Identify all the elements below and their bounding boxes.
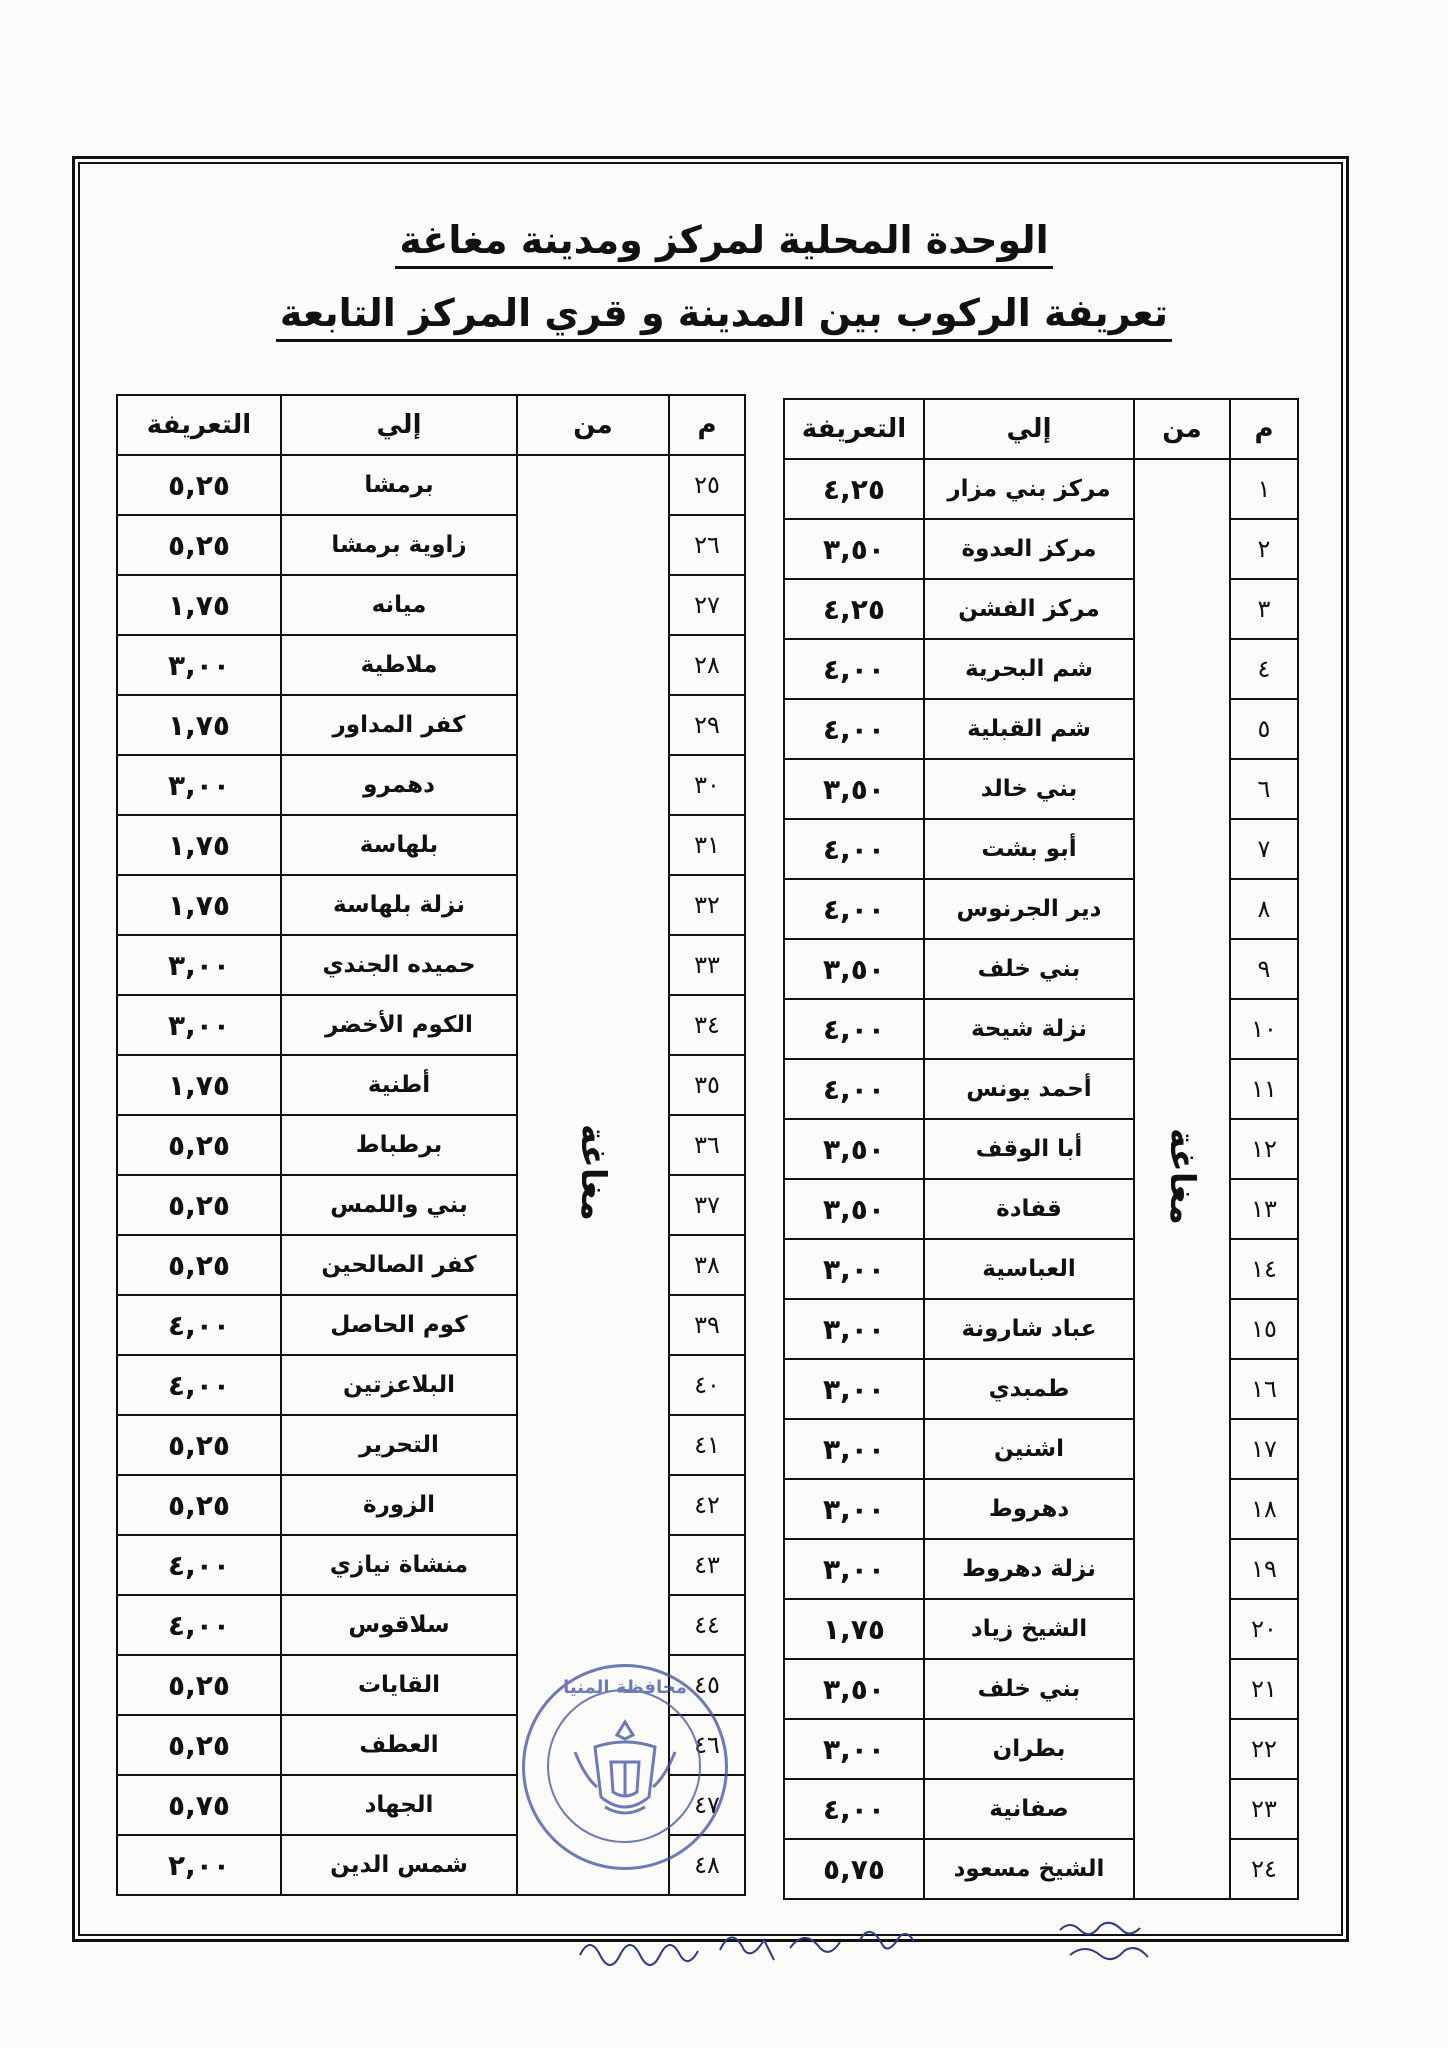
row-number: ٢٤: [1230, 1839, 1298, 1899]
table-row: [117, 455, 745, 515]
fare-cell: ١,٧٥: [117, 1055, 281, 1115]
destination-cell: شم القبلية: [924, 699, 1134, 759]
row-number: ٢٣: [1230, 1779, 1298, 1839]
destination-cell: الشيخ مسعود: [924, 1839, 1134, 1899]
fare-cell: ٥,٢٥: [117, 515, 281, 575]
fare-cell: ٥,٢٥: [117, 1115, 281, 1175]
table-header-row: [117, 395, 745, 455]
destination-cell: الزورة: [281, 1475, 517, 1535]
destination-cell: أحمد يونس: [924, 1059, 1134, 1119]
row-number: ٣٠: [669, 755, 745, 815]
row-number: ١٨: [1230, 1479, 1298, 1539]
destination-cell: شمس الدين: [281, 1835, 517, 1895]
header-num: م: [1230, 399, 1298, 459]
fare-cell: ٣,٠٠: [784, 1239, 924, 1299]
destination-cell: القايات: [281, 1655, 517, 1715]
row-number: ٢٠: [1230, 1599, 1298, 1659]
document-title: الوحدة المحلية لمركز ومدينة مغاغة: [0, 218, 1448, 262]
row-number: ٧: [1230, 819, 1298, 879]
fare-cell: ٣,٠٠: [784, 1359, 924, 1419]
row-number: ٣٥: [669, 1055, 745, 1115]
destination-cell: حميده الجندي: [281, 935, 517, 995]
fare-cell: ٣,٥٠: [784, 759, 924, 819]
destination-cell: ملاطية: [281, 635, 517, 695]
table-header-row: [784, 399, 1298, 459]
row-number: ٢٧: [669, 575, 745, 635]
fare-cell: ٤,٠٠: [784, 1059, 924, 1119]
row-number: ٢٦: [669, 515, 745, 575]
fare-cell: ٥,٢٥: [117, 1655, 281, 1715]
row-number: ٨: [1230, 879, 1298, 939]
row-number: ٩: [1230, 939, 1298, 999]
row-number: ١١: [1230, 1059, 1298, 1119]
fare-cell: ٣,٥٠: [784, 519, 924, 579]
destination-cell: صفانية: [924, 1779, 1134, 1839]
destination-cell: دهروط: [924, 1479, 1134, 1539]
fare-cell: ٥,٢٥: [117, 1475, 281, 1535]
destination-cell: بني خلف: [924, 939, 1134, 999]
destination-cell: بطران: [924, 1719, 1134, 1779]
destination-cell: التحرير: [281, 1415, 517, 1475]
row-number: ٣٨: [669, 1235, 745, 1295]
destination-cell: أطنية: [281, 1055, 517, 1115]
row-number: ٤٥: [669, 1655, 745, 1715]
row-number: ٤٦: [669, 1715, 745, 1775]
fare-cell: ٤,٠٠: [784, 819, 924, 879]
row-number: ١٦: [1230, 1359, 1298, 1419]
destination-cell: الكوم الأخضر: [281, 995, 517, 1055]
destination-cell: منشاة نيازي: [281, 1535, 517, 1595]
destination-cell: العباسية: [924, 1239, 1134, 1299]
destination-cell: سلاقوس: [281, 1595, 517, 1655]
fare-cell: ٣,٥٠: [784, 939, 924, 999]
destination-cell: العطف: [281, 1715, 517, 1775]
row-number: ٢٥: [669, 455, 745, 515]
row-number: ١٤: [1230, 1239, 1298, 1299]
fare-cell: ٥,٢٥: [117, 1235, 281, 1295]
fare-cell: ٤,٢٥: [784, 459, 924, 519]
destination-cell: نزلة دهروط: [924, 1539, 1134, 1599]
fare-cell: ٢,٠٠: [117, 1835, 281, 1895]
fare-cell: ٤,٠٠: [784, 639, 924, 699]
fare-cell: ١,٧٥: [117, 575, 281, 635]
fare-cell: ٤,٠٠: [117, 1595, 281, 1655]
row-number: ١: [1230, 459, 1298, 519]
fare-cell: ٤,٠٠: [117, 1355, 281, 1415]
row-number: ٤٢: [669, 1475, 745, 1535]
destination-cell: بني واللمس: [281, 1175, 517, 1235]
destination-cell: ميانه: [281, 575, 517, 635]
fare-cell: ٣,٠٠: [784, 1539, 924, 1599]
fare-cell: ٥,٧٥: [784, 1839, 924, 1899]
fare-cell: ٥,٢٥: [117, 1715, 281, 1775]
destination-cell: كوم الحاصل: [281, 1295, 517, 1355]
row-number: ٣٩: [669, 1295, 745, 1355]
row-number: ٤: [1230, 639, 1298, 699]
row-number: ٣١: [669, 815, 745, 875]
row-number: ٤٠: [669, 1355, 745, 1415]
destination-cell: برمشا: [281, 455, 517, 515]
fare-cell: ٣,٠٠: [117, 635, 281, 695]
destination-cell: الشيخ زياد: [924, 1599, 1134, 1659]
row-number: ٣٣: [669, 935, 745, 995]
row-number: ٢١: [1230, 1659, 1298, 1719]
header-to: إلي: [281, 395, 517, 455]
row-number: ١٩: [1230, 1539, 1298, 1599]
row-number: ٣٦: [669, 1115, 745, 1175]
row-number: ١٠: [1230, 999, 1298, 1059]
handwritten-signatures: [560, 1910, 1280, 1980]
fare-cell: ٥,٢٥: [117, 1415, 281, 1475]
destination-cell: البلاعزتين: [281, 1355, 517, 1415]
fare-cell: ٤,٠٠: [117, 1295, 281, 1355]
row-number: ٤١: [669, 1415, 745, 1475]
stamp-text: محافظة المنيا: [563, 1677, 687, 1698]
destination-cell: اشنين: [924, 1419, 1134, 1479]
from-place-label: مغاغة: [573, 1123, 613, 1221]
fare-cell: ٤,٠٠: [784, 999, 924, 1059]
row-number: ٤٤: [669, 1595, 745, 1655]
fare-cell: ٤,٠٠: [784, 1779, 924, 1839]
fare-cell: ٣,٠٠: [117, 755, 281, 815]
fare-cell: ٤,٢٥: [784, 579, 924, 639]
fare-cell: ٤,٠٠: [784, 699, 924, 759]
fare-table-right: [783, 398, 1299, 1900]
row-number: ٣: [1230, 579, 1298, 639]
fare-cell: ١,٧٥: [117, 815, 281, 875]
fare-cell: ٣,٠٠: [784, 1419, 924, 1479]
header-from: من: [1134, 399, 1230, 459]
row-number: ٣٤: [669, 995, 745, 1055]
fare-cell: ٥,٧٥: [117, 1775, 281, 1835]
table-row: [784, 459, 1298, 519]
fare-cell: ٣,٠٠: [784, 1299, 924, 1359]
row-number: ٥: [1230, 699, 1298, 759]
destination-cell: بني خلف: [924, 1659, 1134, 1719]
destination-cell: طمبدي: [924, 1359, 1134, 1419]
fare-cell: ٣,٥٠: [784, 1179, 924, 1239]
fare-cell: ١,٧٥: [117, 695, 281, 755]
fare-cell: ٥,٢٥: [117, 1175, 281, 1235]
row-number: ٤٧: [669, 1775, 745, 1835]
from-place-label: مغاغة: [1162, 1127, 1202, 1225]
row-number: ٤٨: [669, 1835, 745, 1895]
destination-cell: شم البحرية: [924, 639, 1134, 699]
destination-cell: كفر الصالحين: [281, 1235, 517, 1295]
row-number: ٢٢: [1230, 1719, 1298, 1779]
destination-cell: عباد شارونة: [924, 1299, 1134, 1359]
destination-cell: بلهاسة: [281, 815, 517, 875]
header-to: إلي: [924, 399, 1134, 459]
fare-cell: ٣,٠٠: [784, 1479, 924, 1539]
row-number: ١٥: [1230, 1299, 1298, 1359]
destination-cell: برطباط: [281, 1115, 517, 1175]
destination-cell: الجهاد: [281, 1775, 517, 1835]
row-number: ١٧: [1230, 1419, 1298, 1479]
fare-cell: ٥,٢٥: [117, 455, 281, 515]
fare-cell: ٤,٠٠: [784, 879, 924, 939]
destination-cell: أبو بشت: [924, 819, 1134, 879]
document-subtitle: تعريفة الركوب بين المدينة و قري المركز التابعة: [0, 291, 1448, 335]
destination-cell: مركز بني مزار: [924, 459, 1134, 519]
destination-cell: دهمرو: [281, 755, 517, 815]
official-stamp: [522, 1664, 728, 1870]
destination-cell: مركز الفشن: [924, 579, 1134, 639]
fare-cell: ٤,٠٠: [117, 1535, 281, 1595]
fare-cell: ٣,٥٠: [784, 1119, 924, 1179]
row-number: ١٢: [1230, 1119, 1298, 1179]
destination-cell: دير الجرنوس: [924, 879, 1134, 939]
row-number: ٦: [1230, 759, 1298, 819]
fare-cell: ٣,٠٠: [117, 935, 281, 995]
from-place-cell: [1134, 459, 1230, 1899]
fare-cell: ١,٧٥: [117, 875, 281, 935]
destination-cell: نزلة شيحة: [924, 999, 1134, 1059]
destination-cell: أبا الوقف: [924, 1119, 1134, 1179]
destination-cell: كفر المداور: [281, 695, 517, 755]
eagle-emblem-icon: [525, 1667, 725, 1867]
row-number: ٢: [1230, 519, 1298, 579]
fare-cell: ١,٧٥: [784, 1599, 924, 1659]
row-number: ٢٨: [669, 635, 745, 695]
destination-cell: زاوية برمشا: [281, 515, 517, 575]
row-number: ٣٢: [669, 875, 745, 935]
header-from: من: [517, 395, 669, 455]
fare-cell: ٣,٠٠: [784, 1719, 924, 1779]
destination-cell: نزلة بلهاسة: [281, 875, 517, 935]
row-number: ١٣: [1230, 1179, 1298, 1239]
row-number: ٣٧: [669, 1175, 745, 1235]
header-num: م: [669, 395, 745, 455]
destination-cell: قفادة: [924, 1179, 1134, 1239]
header-fare: التعريفة: [117, 395, 281, 455]
row-number: ٢٩: [669, 695, 745, 755]
fare-cell: ٣,٠٠: [117, 995, 281, 1055]
destination-cell: بني خالد: [924, 759, 1134, 819]
header-fare: التعريفة: [784, 399, 924, 459]
destination-cell: مركز العدوة: [924, 519, 1134, 579]
fare-cell: ٣,٥٠: [784, 1659, 924, 1719]
row-number: ٤٣: [669, 1535, 745, 1595]
